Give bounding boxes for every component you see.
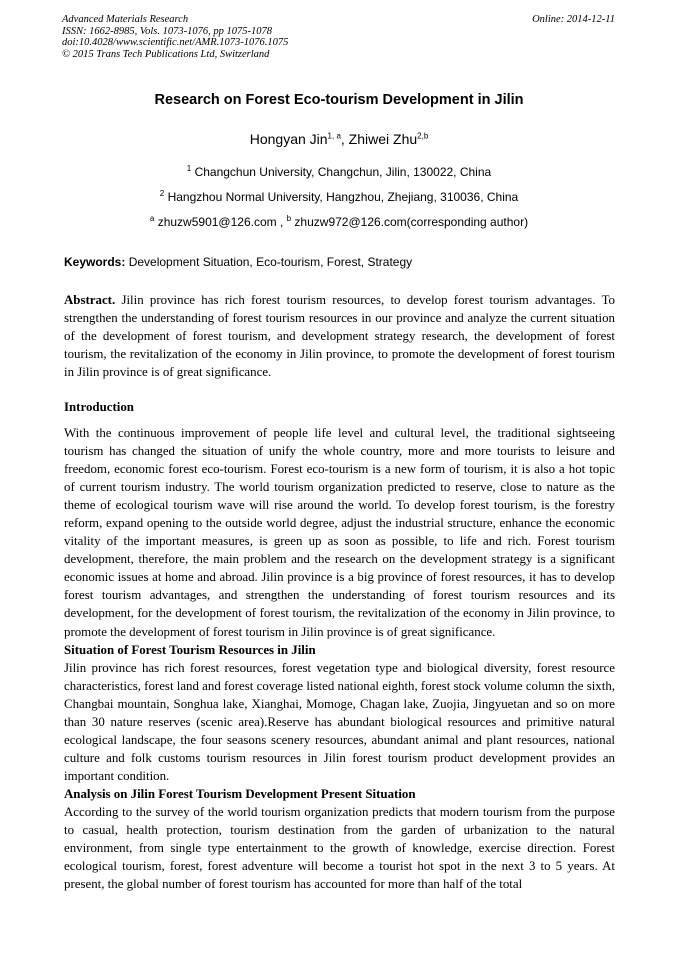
abstract-label: Abstract. — [64, 293, 116, 307]
journal-name: Advanced Materials Research — [62, 14, 189, 25]
affiliation-2 — [0, 190, 678, 204]
analysis-heading: Analysis on Jilin Forest Tourism Development Present Situation — [64, 786, 416, 801]
abstract-text: Jilin province has rich forest tourism resources, to develop forest tourism advantages. To strengthen the understanding of forest tourism resources in our province and analyze the current situation of the development of forest tourism, and development strategy research, the development of forest tourism, the revitalization of the economy in Jilin province, to promote the development of forest tourism in Jilin province is of great significance. — [64, 293, 615, 380]
affiliation-1-sup: 1 — [186, 164, 192, 173]
introduction-heading: Introduction — [64, 400, 134, 414]
email-a-sup: a — [149, 214, 155, 223]
situation-heading: Situation of Forest Tourism Resources in Jilin — [64, 642, 316, 657]
keywords-label: Keywords: — [64, 255, 126, 269]
online-date: Online: 2014-12-11 — [532, 14, 615, 25]
affiliation-2-text: Hangzhou Normal University, Hangzhou, Zhejiang, 310036, China — [164, 190, 519, 204]
author-1: Hongyan Jin — [249, 131, 328, 147]
keywords-text: Development Situation, Eco-tourism, Forest, Strategy — [125, 255, 413, 269]
email-b-sup: b — [286, 214, 292, 223]
author-line — [0, 131, 678, 147]
analysis-paragraph: According to the survey of the world tourism organization predicts that modern tourism from the purpose to casual, health protection, tourism destination from the garden of urbanization to the natural environment, from single type entertainment to the growth of knowledge, exercise direction. Forest ecological tourism, forest, forest adventure will become a tourist hot spot in the next 3 to 5 years. At present, the global number of forest tourism has accounted for more than half of the total — [64, 804, 615, 892]
keywords — [64, 255, 412, 269]
author-separator: , — [340, 131, 349, 147]
author-2-sup: 2,b — [417, 131, 429, 141]
affiliation-2-sup: 2 — [159, 189, 165, 198]
affiliation-1-text: Changchun University, Changchun, Jilin, 130022, China — [191, 165, 492, 179]
email-a: zhuzw5901@126.com , — [154, 215, 287, 229]
author-2: Zhiwei Zhu — [348, 131, 418, 147]
affiliation-1 — [0, 165, 678, 179]
paper-title: Research on Forest Eco-tourism Development in Jilin — [154, 92, 524, 108]
copyright-line: © 2015 Trans Tech Publications Ltd, Switzerland — [62, 48, 270, 60]
author-1-sup: 1, a — [327, 131, 341, 141]
doi-line: doi:10.4028/www.scientific.net/AMR.1073-1076.1075 — [62, 37, 289, 49]
issn-line: ISSN: 1662-8985, Vols. 1073-1076, pp 1075-1078 — [62, 25, 272, 37]
abstract — [64, 291, 615, 381]
situation-paragraph: Jilin province has rich forest resources, forest vegetation type and biological diversity, forest resource characteristics, forest land and forest coverage listed national eighth, forest stock volume column the sixth, Changbai mountain, Songhua lake, Xianghai, Momoge, Chagan lake, Zuojia, Jingyuetan and so on more than 30 nature reserves (scenic area).Reserve has abundant biological resources and primitive natural ecological landscape, the four seasons scenery resources, abundant animal and plant resources, national culture and folk customs tourism resources in Jilin forest tourism product development provides an important condition. — [64, 660, 615, 783]
introduction-paragraph: With the continuous improvement of people life level and cultural level, the traditional sightseeing tourism has changed the situation of unify the whole country, more and more tourists to leisure and freedom, economic forest eco-tourism. Forest eco-tourism is a new form of tourism, it is also a hot topic of current tourism industry. The world tourism organization predicted to reserve, close to nature as the theme of ecological tourism wave will rise around the world. To develop forest tourism, is the forestry reform, expand opening to the outside world degree, adjust the industrial structure, enhance the economic vitality of the important measures, is green up as soon as possible, to life and rich. Forest tourism development, therefore, the main problem and the research on the development strategy is a significant economic issues at home and abroad. Jilin province is a big province of forest resources, it has to develop forest tourism advantages, and strengthen the understanding of forest tourism resources and its development, for the development of forest tourism, the revitalization of the economy in Jilin province, to promote the development of forest tourism in Jilin province is of great significance. — [64, 426, 615, 639]
email-b: zhuzw972@126.com(corresponding author) — [291, 215, 529, 229]
journal-header — [62, 14, 288, 60]
main-text — [64, 424, 615, 893]
email-line — [0, 215, 678, 229]
